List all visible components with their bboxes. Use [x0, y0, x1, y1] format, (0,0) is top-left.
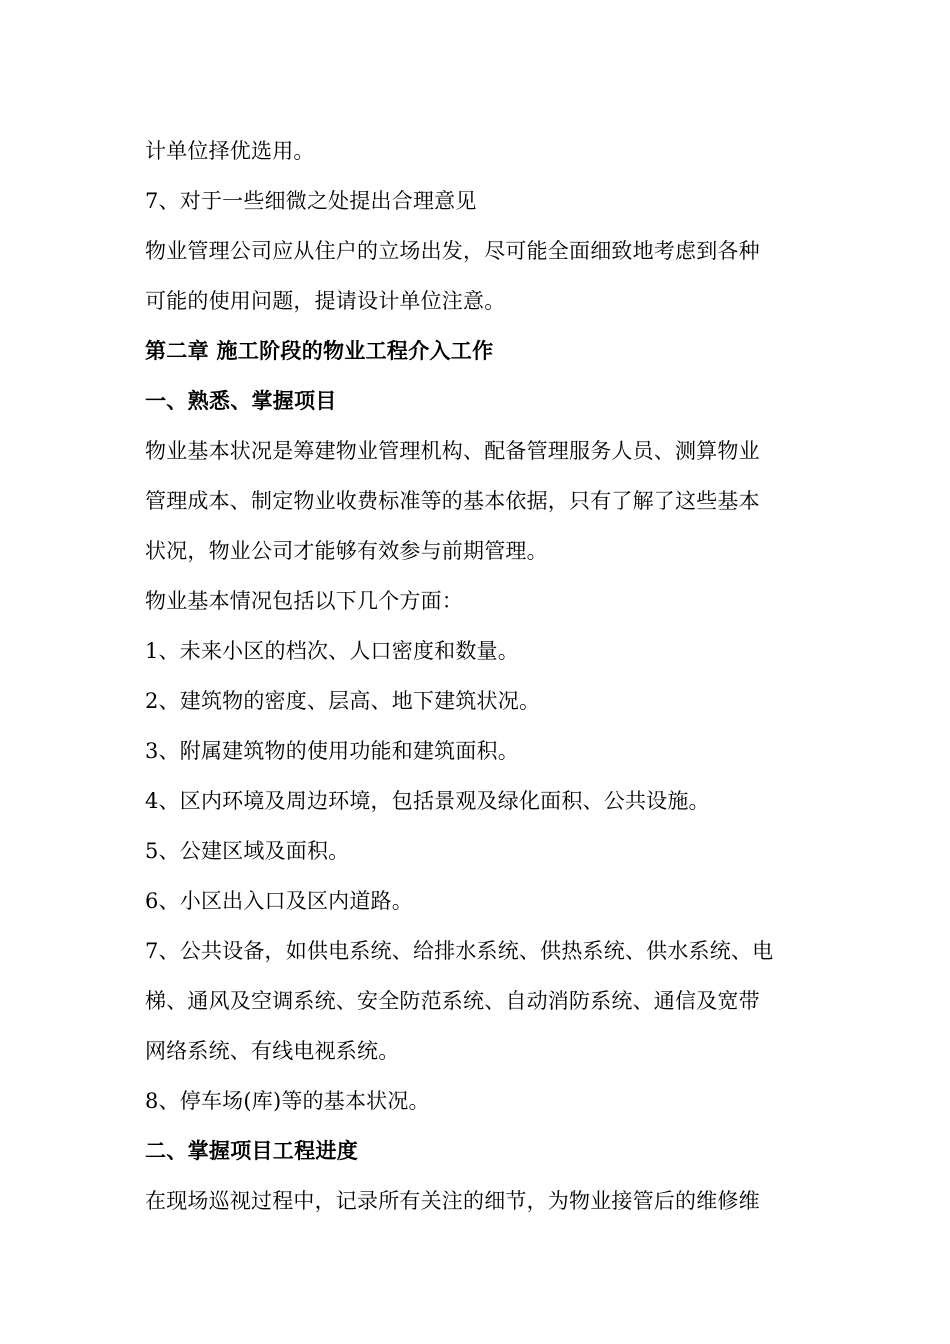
chapter-title: 第二章 施工阶段的物业工程介入工作	[145, 338, 494, 363]
paragraph-line: 物业基本情况包括以下几个方面：	[145, 589, 463, 613]
paragraph-line: 物业管理公司应从住户的立场出发，尽可能全面细致地考虑到各种	[145, 239, 760, 263]
list-item-continuation: 网络系统、有线电视系统。	[145, 1039, 400, 1063]
paragraph-line: 在现场巡视过程中，记录所有关注的细节，为物业接管后的维修维	[145, 1189, 760, 1213]
list-item-continuation: 梯、通风及空调系统、安全防范系统、自动消防系统、通信及宽带	[145, 989, 760, 1013]
list-item: 6、小区出入口及区内道路。	[145, 889, 413, 913]
paragraph-line: 可能的使用问题，提请设计单位注意。	[145, 289, 506, 313]
paragraph-line: 管理成本、制定物业收费标准等的基本依据，只有了解了这些基本	[145, 489, 760, 513]
section-heading: 二、掌握项目工程进度	[145, 1138, 358, 1163]
list-item: 2、建筑物的密度、层高、地下建筑状况。	[145, 689, 541, 713]
list-item: 1、未来小区的档次、人口密度和数量。	[145, 639, 519, 663]
list-item: 8、停车场(库)等的基本状况。	[145, 1089, 430, 1113]
paragraph-line: 状况，物业公司才能够有效参与前期管理。	[145, 539, 548, 563]
list-item: 3、附属建筑物的使用功能和建筑面积。	[145, 739, 519, 763]
section-heading: 一、熟悉、掌握项目	[145, 388, 337, 413]
list-item: 4、区内环境及周边环境，包括景观及绿化面积、公共设施。	[145, 789, 710, 813]
list-item: 5、公建区域及面积。	[145, 839, 350, 863]
paragraph-line: 物业基本状况是筹建物业管理机构、配备管理服务人员、测算物业	[145, 439, 760, 463]
paragraph-line: 计单位择优选用。	[145, 139, 315, 163]
list-item: 7、公共设备，如供电系统、给排水系统、供热系统、供水系统、电	[145, 939, 774, 963]
list-item-heading: 7、对于一些细微之处提出合理意见	[145, 189, 477, 213]
